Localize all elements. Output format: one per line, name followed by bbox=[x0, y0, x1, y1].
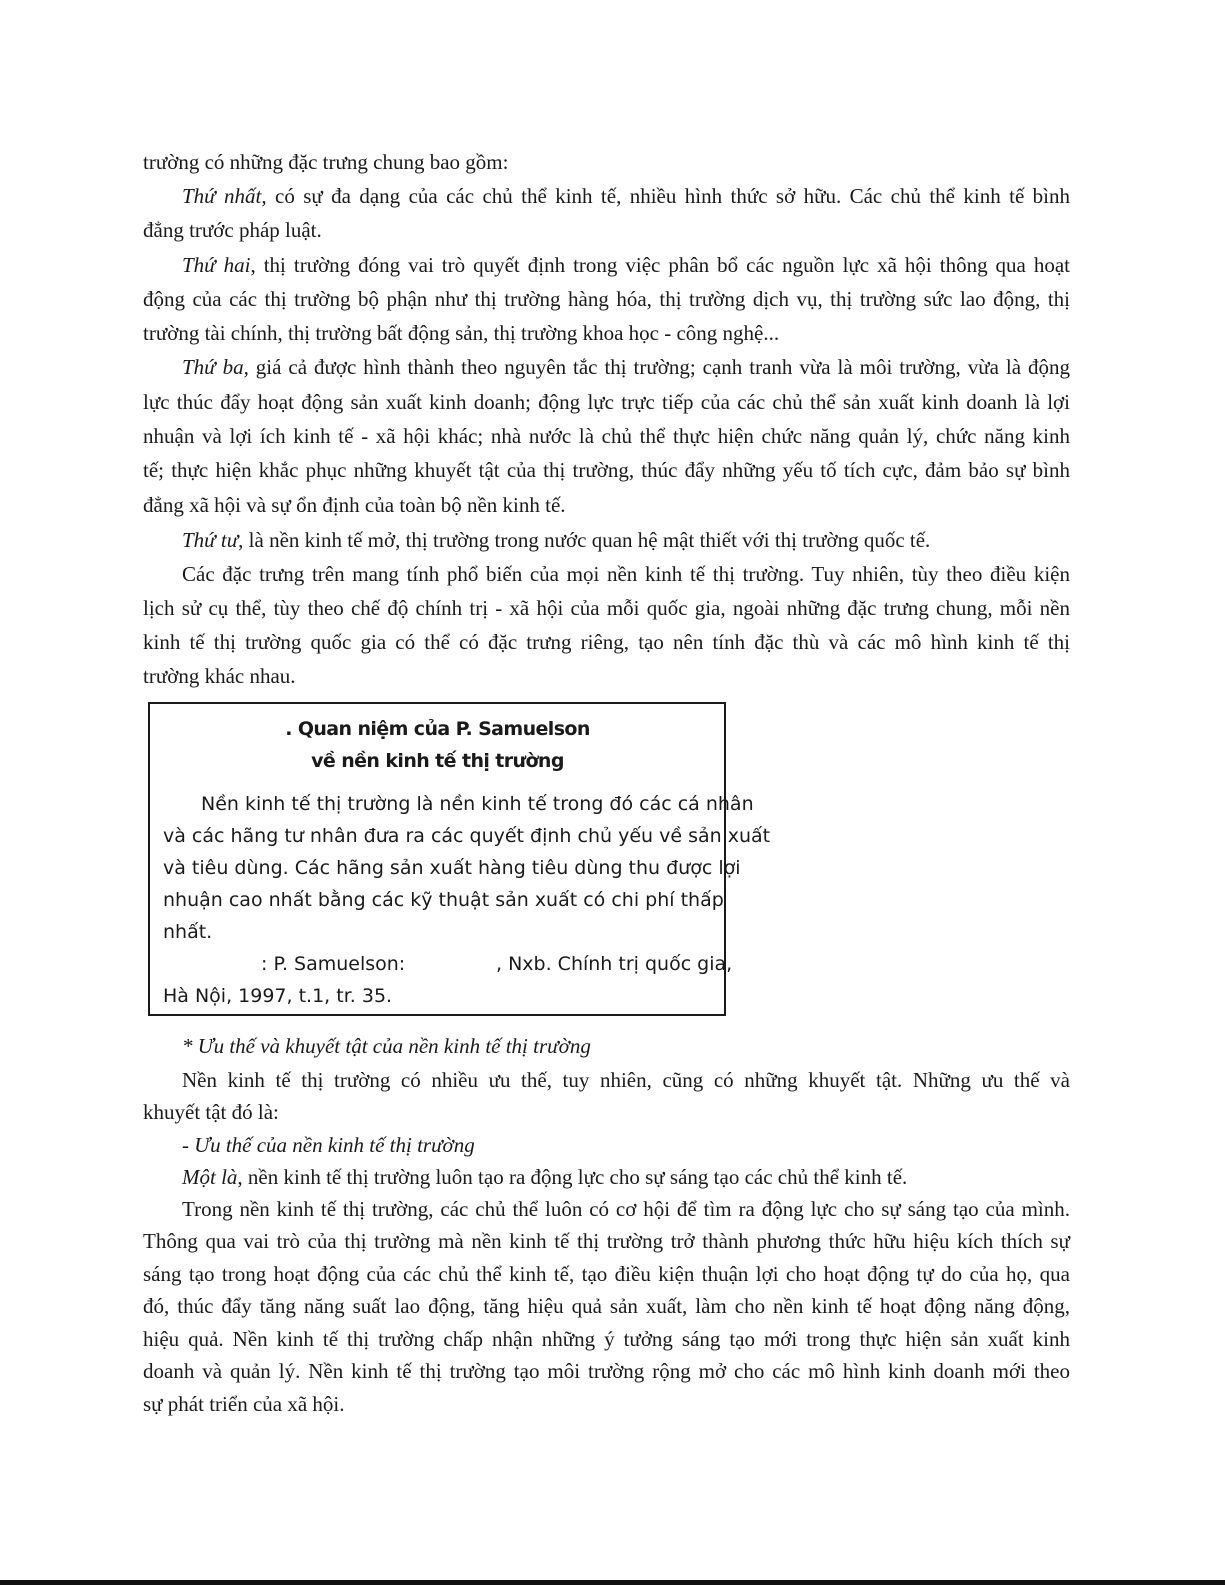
text-line: lịch sử cụ thể, tùy theo chế độ chính trị - xã hội của mỗi quốc gia, ngoài những đặc trưng chung, mỗi nền bbox=[143, 596, 1070, 620]
text-line: sáng tạo trong hoạt động của các chủ thể kinh tế, tạo điều kiện thuận lợi cho hoạt động tự do của họ, qua bbox=[143, 1262, 1070, 1286]
text-line: trường có những đặc trưng chung bao gồm: bbox=[143, 150, 509, 174]
subsection-heading: - Ưu thế của nền kinh tế thị trường bbox=[182, 1133, 475, 1157]
text-line: đẳng xã hội và sự ổn định của toàn bộ nền kinh tế. bbox=[143, 493, 566, 517]
quote-line: Nền kinh tế thị trường là nền kinh tế trong đó các cá nhân bbox=[201, 793, 754, 815]
text-line: kinh tế thị trường quốc gia có thể có đặc trưng riêng, tạo nên tính đặc thù và các mô hình kinh tế thị bbox=[143, 630, 1070, 654]
quote-source-author: : P. Samuelson: bbox=[261, 953, 406, 975]
text-line: tế; thực hiện khắc phục những khuyết tật của thị trường, thúc đẩy những yếu tố tích cực, đảm bảo sự bình bbox=[143, 458, 1070, 482]
quote-source-publisher: , Nxb. Chính trị quốc gia, bbox=[496, 953, 733, 975]
text-line: trường tài chính, thị trường bất động sản, thị trường khoa học - công nghệ... bbox=[143, 321, 780, 345]
quote-line: nhuận cao nhất bằng các kỹ thuật sản xuất có chi phí thấp bbox=[163, 889, 724, 911]
text-line: Thứ tư, là nền kinh tế mở, thị trường trong nước quan hệ mật thiết với thị trường quốc tế. bbox=[182, 528, 931, 552]
text-line: trường khác nhau. bbox=[143, 664, 296, 688]
text-line: hiệu quả. Nền kinh tế thị trường chấp nhận những ý tưởng sáng tạo mới trong thực hiện sản xuất kinh bbox=[143, 1327, 1070, 1351]
text-line: Các đặc trưng trên mang tính phổ biến của mọi nền kinh tế thị trường. Tuy nhiên, tùy theo điều kiện bbox=[182, 562, 1070, 586]
quote-line: và các hãng tư nhân đưa ra các quyết định chủ yếu về sản xuất bbox=[163, 825, 771, 847]
text-line: Thứ ba, giá cả được hình thành theo nguyên tắc thị trường; cạnh tranh vừa là môi trường, vừa là động bbox=[182, 355, 1070, 379]
quote-title: . Quan niệm của P. Samuelson bbox=[285, 718, 590, 740]
text-line: sự phát triển của xã hội. bbox=[143, 1392, 345, 1416]
quote-line: nhất. bbox=[163, 921, 213, 943]
text-line: Nền kinh tế thị trường có nhiều ưu thế, tuy nhiên, cũng có những khuyết tật. Những ưu thế và bbox=[182, 1068, 1070, 1092]
text-line: doanh và quản lý. Nền kinh tế thị trường tạo môi trường rộng mở cho các mô hình kinh doanh mới theo bbox=[143, 1359, 1070, 1383]
text-line: Thông qua vai trò của thị trường mà nền kinh tế thị trường trở thành phương thức hữu hiệu kích thích sự bbox=[143, 1229, 1070, 1253]
quote-box bbox=[148, 702, 771, 1016]
bottom-edge bbox=[0, 1580, 1225, 1585]
text-line: nhuận và lợi ích kinh tế - xã hội khác; nhà nước là chủ thể thực hiện chức năng quản lý, chức năng kinh bbox=[143, 424, 1070, 448]
quote-line: và tiêu dùng. Các hãng sản xuất hàng tiêu dùng thu được lợi bbox=[163, 857, 741, 879]
text-line: Trong nền kinh tế thị trường, các chủ thể luôn có cơ hội để tìm ra động lực cho sự sáng tạo của mình. bbox=[182, 1197, 1070, 1221]
quote-source: Hà Nội, 1997, t.1, tr. 35. bbox=[163, 985, 393, 1007]
text-line: Một là, nền kinh tế thị trường luôn tạo ra động lực cho sự sáng tạo các chủ thể kinh tế. bbox=[182, 1165, 908, 1189]
text-line: động của các thị trường bộ phận như thị trường hàng hóa, thị trường dịch vụ, thị trường sức lao động, thị bbox=[143, 287, 1070, 311]
text-line: Thứ nhất, có sự đa dạng của các chủ thể kinh tế, nhiều hình thức sở hữu. Các chủ thể kinh tế bình bbox=[182, 184, 1070, 208]
text-line: đẳng trước pháp luật. bbox=[143, 218, 322, 242]
text-line: khuyết tật đó là: bbox=[143, 1100, 279, 1124]
section-heading: * Ưu thế và khuyết tật của nền kinh tế thị trường bbox=[182, 1034, 591, 1058]
text-line: Thứ hai, thị trường đóng vai trò quyết định trong việc phân bổ các nguồn lực xã hội thông qua hoạt bbox=[182, 253, 1071, 277]
text-line: lực thúc đẩy hoạt động sản xuất kinh doanh; động lực trực tiếp của các chủ thể sản xuất kinh doanh là lợi bbox=[143, 390, 1070, 414]
quote-source bbox=[163, 948, 733, 980]
quote-title: về nền kinh tế thị trường bbox=[311, 750, 564, 772]
text-line: đó, thúc đẩy tăng năng suất lao động, tăng hiệu quả sản xuất, làm cho nền kinh tế hoạt động năng động, bbox=[143, 1294, 1070, 1318]
